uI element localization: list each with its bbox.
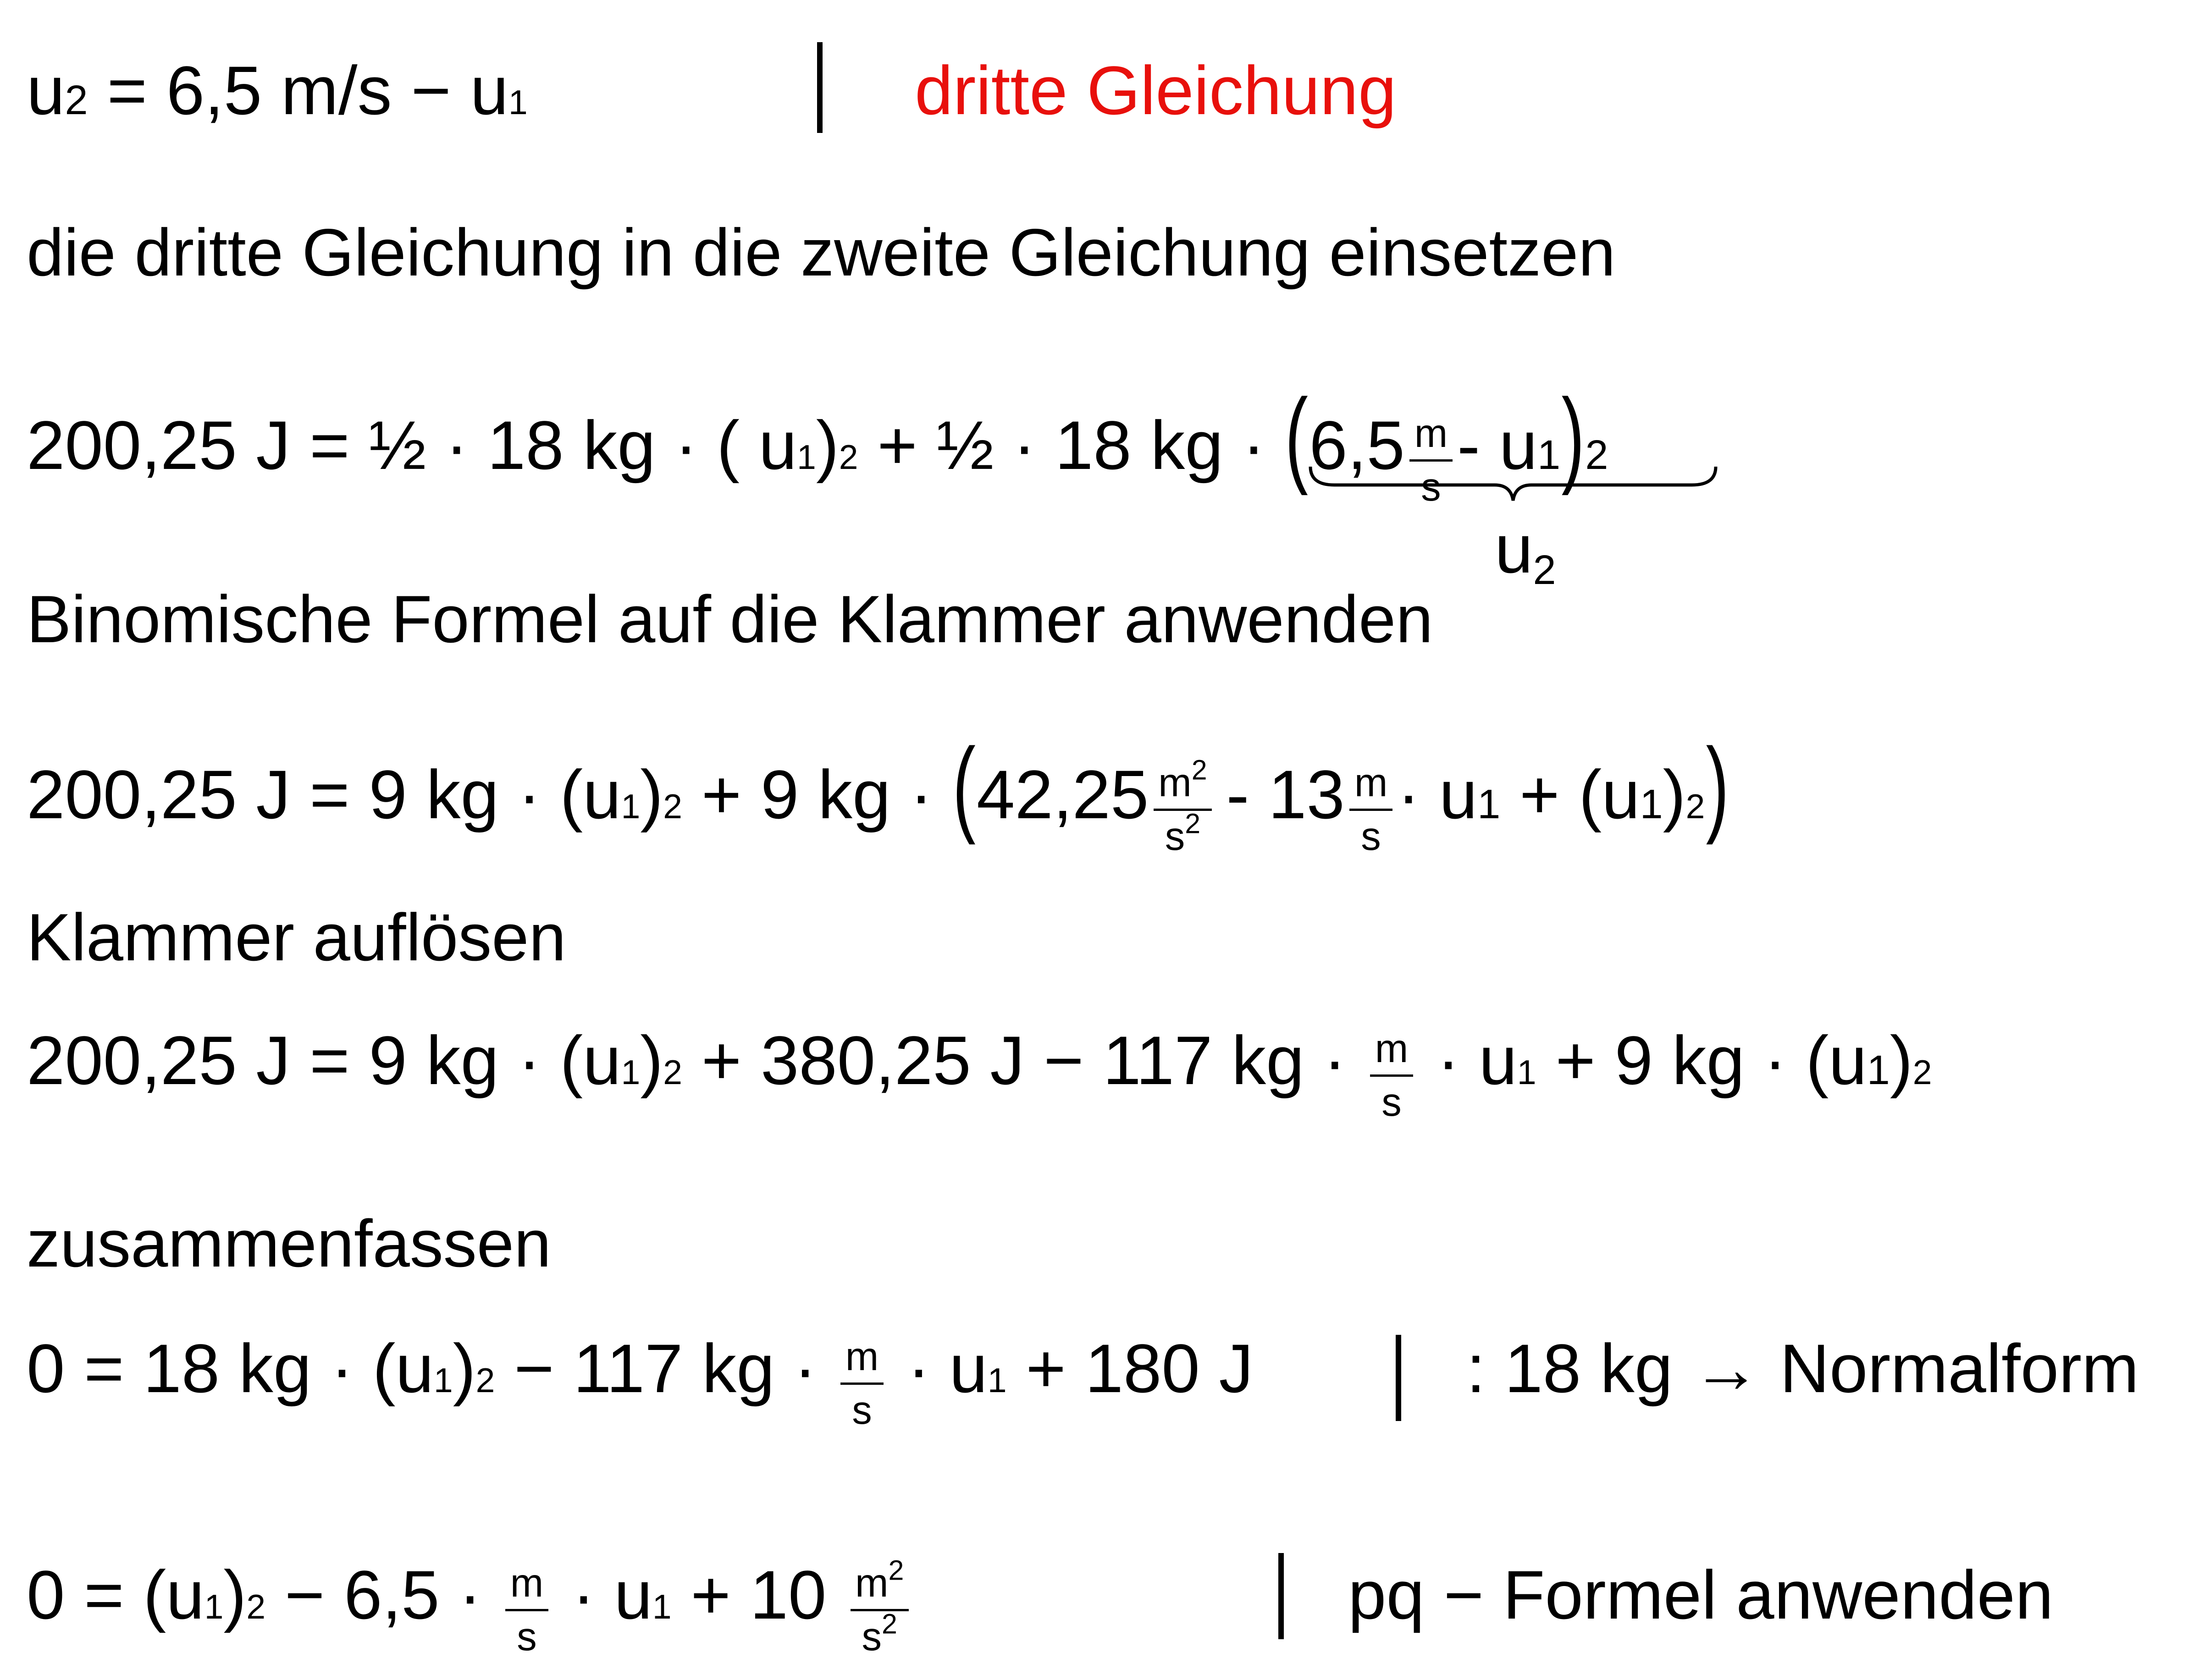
eq6-fraction-m2-per-s2 <box>851 1554 909 1659</box>
equation-combined: 0 = 18 kg · (u 1 ) 2 − 117 kg · $\frac{m}{s}$ · u 1 + 180 J <box>27 1330 1254 1433</box>
equation-note-pq: pq − Formel anwenden <box>1348 1556 2054 1633</box>
eq6-plus-10: + 10 <box>671 1556 846 1633</box>
eq4-dot-u: · u <box>1418 1022 1517 1099</box>
separator-bar-3 <box>1278 1553 1284 1639</box>
underbrace-icon <box>1307 463 1719 504</box>
brace-label-u: u <box>1495 510 1533 587</box>
eq6-mid: − 6,5 · <box>265 1556 501 1633</box>
eq4-close-paren-2: ) <box>1890 1022 1913 1099</box>
numerator-base: m <box>855 1561 889 1606</box>
denominator-base: s <box>1165 814 1185 859</box>
eq3-big-paren-close: ) <box>1706 727 1729 846</box>
numerator-base: m <box>1158 760 1192 805</box>
u2-symbol: u <box>27 52 65 129</box>
fraction-denominator: s <box>852 1388 872 1433</box>
fraction-numerator <box>851 1554 909 1611</box>
eq3-plus-u: + (u <box>1500 756 1640 833</box>
eq2-minus-u: - u <box>1457 407 1538 484</box>
eq2-value: 6,5 <box>1309 407 1405 484</box>
eq6-close-paren: ) <box>223 1556 247 1633</box>
instruction-binomial: Binomische Formel auf die Klammer anwenden <box>27 582 1433 656</box>
denominator-exponent: 2 <box>1185 808 1201 839</box>
eq2-close-paren: ) <box>816 407 839 484</box>
fraction-denominator <box>1160 808 1205 859</box>
fraction-numerator: m <box>505 1562 548 1611</box>
eq2-big-paren-close: ) <box>1561 377 1585 496</box>
eq2-big-paren-open: ( <box>1285 377 1309 496</box>
eq2-mid: + ½ · 18 kg · <box>858 407 1285 484</box>
fraction-numerator: m <box>1370 1028 1413 1077</box>
denominator-exponent: 2 <box>881 1608 897 1640</box>
equation-note-normalform: : 18 kg → Normalform <box>1466 1330 2139 1407</box>
eq2-lhs: 200,25 J = ½ · 18 kg · ( u <box>27 407 797 484</box>
eq4-lhs: 200,25 J = 9 kg · (u <box>27 1022 621 1099</box>
eq4-mid: + 380,25 J − 117 kg · <box>682 1022 1365 1099</box>
fraction-denominator <box>857 1608 902 1659</box>
eq4-tail: + 9 kg · (u <box>1536 1022 1867 1099</box>
equation-energy-substituted: 200,25 J = ½ · 18 kg · ( u 1 ) 2 + ½ · 18 kg · ( 6,5 $\frac{m}{s}$ - u 1 ) 2 <box>27 377 1608 510</box>
equation-normal-form: 0 = (u 1 ) 2 − 6,5 · $\frac{m}{s}$ · u 1 + 10 $\frac{m^2}{s^2}$ <box>27 1560 913 1680</box>
eq4-fraction-m-per-s <box>1370 1028 1413 1124</box>
eq5-dot-u: · u <box>888 1330 988 1407</box>
eq3-big-paren-open: ( <box>952 727 976 846</box>
instruction-resolve-bracket: Klammer auflösen <box>27 900 566 975</box>
eq3-lhs: 200,25 J = 9 kg · (u <box>27 756 621 833</box>
equation-third: u 2 = 6,5 m/s − u 1 <box>27 52 528 129</box>
equation-bracket-resolved: 200,25 J = 9 kg · (u 1 ) 2 + 380,25 J − 117 kg · $\frac{m}{s}$ · u 1 + 9 kg · (u 1 ) 2 <box>27 1022 1932 1125</box>
eq5-close-paren: ) <box>453 1330 476 1407</box>
separator-bar-2 <box>1396 1335 1401 1421</box>
fraction-denominator: s <box>1421 465 1441 510</box>
eq3-minus-13: - 13 <box>1226 756 1345 833</box>
underbrace-label <box>1495 510 1556 594</box>
instruction-combine: zusammenfassen <box>27 1206 552 1281</box>
numerator-exponent: 2 <box>1191 754 1207 786</box>
denominator-base: s <box>862 1614 882 1659</box>
fraction-denominator: s <box>1381 1080 1402 1125</box>
eq3-value: 42,25 <box>976 756 1149 833</box>
equation-third-body: = 6,5 m/s − u <box>107 52 508 129</box>
eq6-dot-u: · u <box>553 1556 652 1633</box>
eq5-lhs: 0 = 18 kg · (u <box>27 1330 434 1407</box>
eq6-lhs: 0 = (u <box>27 1556 204 1633</box>
brace-label-subscript: 2 <box>1533 547 1556 594</box>
separator-bar <box>817 42 823 133</box>
eq5-tail: + 180 J <box>1006 1330 1254 1407</box>
eq6-fraction-m-per-s <box>505 1562 548 1658</box>
numerator-exponent: 2 <box>888 1554 904 1586</box>
fraction-denominator: s <box>517 1614 537 1659</box>
eq3-fraction-m2-per-s2 <box>1154 754 1212 859</box>
eq4-close-paren: ) <box>640 1022 663 1099</box>
equation-label-third: dritte Gleichung <box>915 52 1397 129</box>
fraction-numerator: m <box>1349 762 1392 811</box>
eq3-close-paren-2: ) <box>1663 756 1686 833</box>
fraction-numerator <box>1154 754 1212 811</box>
fraction-denominator: s <box>1361 814 1381 859</box>
eq3-mid: + 9 kg · <box>682 756 952 833</box>
eq5-fraction-m-per-s <box>840 1336 883 1432</box>
fraction-numerator: m <box>840 1336 883 1385</box>
eq3-fraction-m-per-s <box>1349 762 1392 858</box>
eq3-dot-u: · u <box>1397 756 1478 833</box>
fraction-numerator: m <box>1409 413 1452 462</box>
instruction-substitute: die dritte Gleichung in die zweite Gleichung einsetzen <box>27 215 1616 290</box>
equation-binomial-expanded: 200,25 J = 9 kg · (u 1 ) 2 + 9 kg · ( 42,25 $\frac{m^2}{s^2}$ - 13 $\frac{m}{s}$ · u 1 + (u 1 ) 2 ) <box>27 727 1729 859</box>
eq3-close-paren: ) <box>640 756 663 833</box>
eq5-mid: − 117 kg · <box>495 1330 836 1407</box>
